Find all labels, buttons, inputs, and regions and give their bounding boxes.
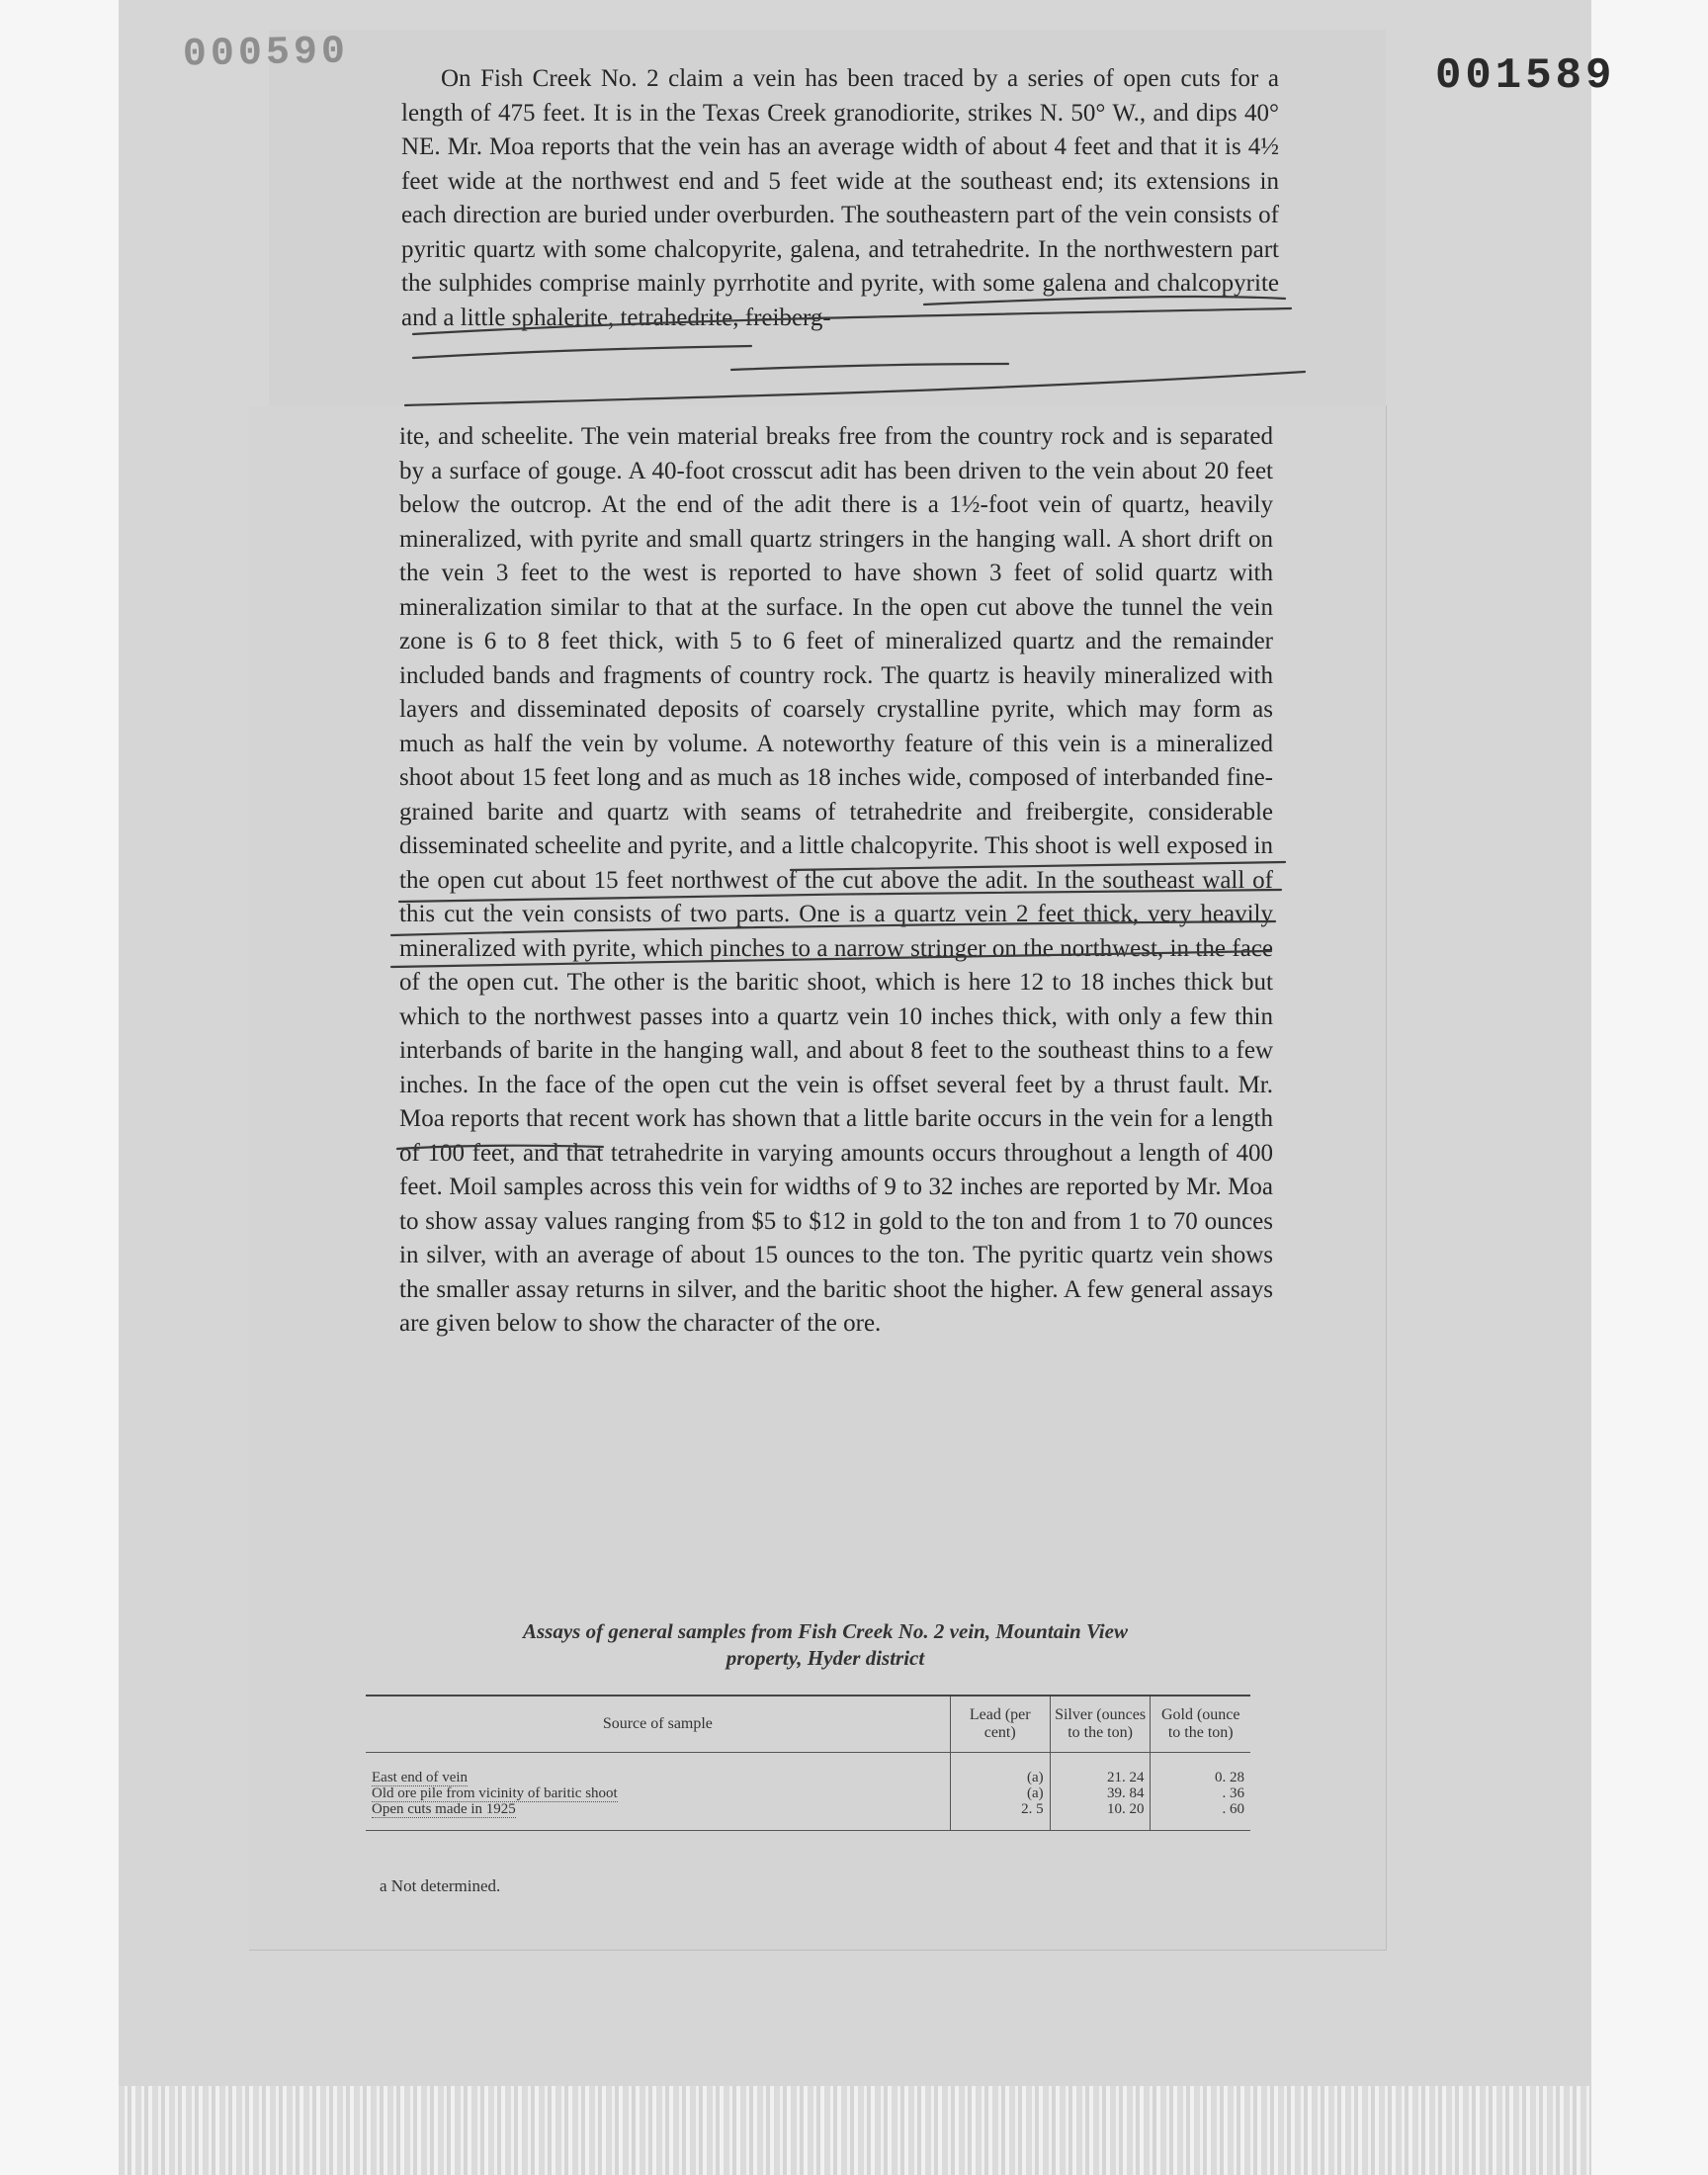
cell-gold: . 36 <box>1151 1785 1250 1801</box>
cell-silver: 39. 84 <box>1050 1785 1151 1801</box>
cell-lead: (a) <box>950 1753 1050 1786</box>
table-row <box>366 1801 1250 1831</box>
table-caption-line-2: property, Hyder district <box>726 1646 925 1670</box>
assay-table <box>366 1695 1250 1831</box>
cell-source: East end of vein <box>372 1770 469 1785</box>
cell-silver: 21. 24 <box>1050 1753 1151 1786</box>
faded-page-number: 000590 <box>182 30 350 78</box>
scan-edge-strip <box>119 2086 1591 2175</box>
cell-gold: . 60 <box>1151 1801 1250 1831</box>
header-lead: Lead (per cent) <box>950 1696 1050 1753</box>
cell-silver: 10. 20 <box>1050 1801 1151 1831</box>
table-row <box>366 1753 1250 1786</box>
table-caption-line-1: Assays of general samples from Fish Creek No. 2 vein, Mountain View <box>523 1619 1128 1643</box>
table-caption <box>376 1618 1275 1672</box>
cell-gold: 0. 28 <box>1151 1753 1250 1786</box>
cell-lead: 2. 5 <box>950 1801 1050 1831</box>
header-source: Source of sample <box>366 1696 950 1753</box>
paragraph-2-text: ite, and scheelite. The vein material breaks free from the country rock and is separated by a surface of gouge. A 40-foot crosscut adit has been driven to the vein about 20 feet below the outcrop. At the end of the adit there is a 1½-foot vein of quartz, heavily mineralized, with pyrite and small quartz stringers in the hanging wall. A short drift on the vein 3 feet to the west is reported to have shown 3 feet of solid quartz with mineralization similar to that at the surface. In the open cut above the tunnel the vein zone is 6 to 8 feet thick, with 5 to 6 feet of mineralized quartz and the remainder included bands and fragments of country rock. The quartz is heavily mineralized with layers and disseminated deposits of coarsely crystalline pyrite, which may form as much as half the vein by volume. A noteworthy feature of this vein is a mineralized shoot about 15 feet long and as much as 18 inches wide, composed of interbanded fine-grained barite and quartz with seams of tetrahedrite and freibergite, considerable disseminated scheelite and pyrite, and a little chalcopyrite. This shoot is well exposed in the open cut about 15 feet northwest of the cut above the adit. In the southeast wall of this cut the vein consists of two parts. One is a quartz vein 2 feet thick, very heavily mineralized with pyrite, which pinches to a narrow stringer on the northwest, in the face of the open cut. The other is the baritic shoot, which is here 12 to 18 inches thick but which to the northwest passes into a quartz vein 10 inches thick, with only a few thin interbands of barite in the hanging wall, and about 8 feet to the southeast thins to a few inches. In the face of the open cut the vein is offset several feet by a thrust fault. Mr. Moa reports that recent work has shown that a little barite occurs in the vein for a length of 100 feet, and that tetrahedrite in varying amounts occurs throughout a length of 400 feet. Moil samples across this vein for widths of 9 to 32 inches are reported by Mr. Moa to show assay values ranging from $5 to $12 in gold to the ton and from 1 to 70 ounces in silver, with an average of about 15 ounces to the ton. The pyritic quartz vein shows the smaller assay returns in silver, and the baritic shoot the higher. A few general assays are given below to show the character of the ore. <box>399 423 1273 1337</box>
header-gold: Gold (ounce to the ton) <box>1151 1696 1250 1753</box>
paragraph-1-text: On Fish Creek No. 2 claim a vein has been traced by a series of open cuts for a length of 475 feet. It is in the Texas Creek granodiorite, strikes N. 50° W., and dips 40° NE. Mr. Moa reports that the vein has an average width of about 4 feet and that it is 4½ feet wide at the northwest end and 5 feet wide at the southeast end; its extensions in each direction are buried under overburden. The southeastern part of the vein consists of pyritic quartz with some chalcopyrite, galena, and tetrahedrite. In the northwestern part the sulphides comprise mainly pyrrhotite and pyrite, with some galena and chalcopyrite and a little sphalerite, tetrahedrite, freiberg- <box>401 65 1279 331</box>
table-header-row <box>366 1696 1250 1753</box>
cell-source: Old ore pile from vicinity of baritic shoot <box>372 1785 618 1801</box>
page-number-stamp: 001589 <box>1435 51 1616 101</box>
body-paragraph-2 <box>399 420 1273 1342</box>
cell-source: Open cuts made in 1925 <box>366 1801 950 1831</box>
body-paragraph-1 <box>401 62 1279 335</box>
cell-lead: (a) <box>950 1785 1050 1801</box>
table-row <box>366 1785 1250 1801</box>
header-silver: Silver (ounces to the ton) <box>1050 1696 1151 1753</box>
table-footnote: a Not determined. <box>380 1876 501 1895</box>
